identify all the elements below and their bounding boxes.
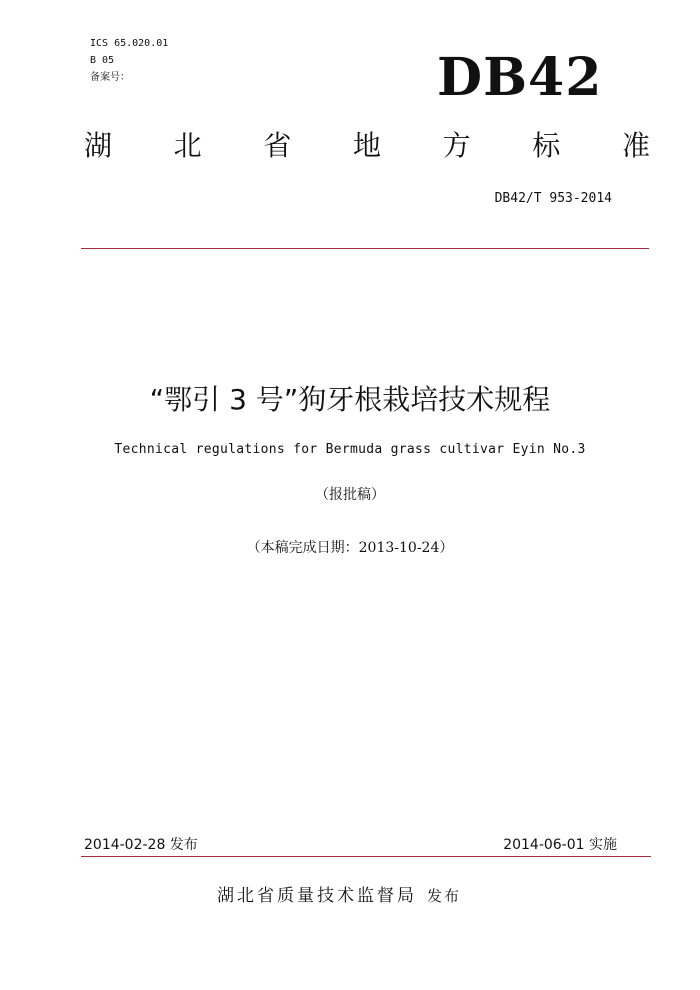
standard-code-logo: DB42	[437, 47, 603, 108]
footer-divider	[81, 856, 651, 857]
ccs-code: B 05	[90, 55, 115, 66]
document-title-zh: “鄂引 3 号”狗牙根栽培技术规程	[149, 383, 551, 416]
publish-date: 2014-02-28 发布	[84, 837, 198, 853]
header-divider	[81, 248, 649, 249]
standard-number: DB42/T 953-2014	[494, 191, 612, 206]
implement-date: 2014-06-01 实施	[503, 837, 617, 853]
standard-type-char: 方	[442, 129, 471, 162]
completion-date: （本稿完成日期：2013-10-24）	[246, 540, 454, 556]
draft-stage-label: （报批稿）	[315, 487, 385, 503]
document-title-en: Technical regulations for Bermuda grass cultivar Eyin No.3	[114, 442, 586, 457]
filing-number-label: 备案号：	[90, 72, 130, 83]
standard-type-char: 标	[532, 129, 561, 162]
issuer-name: 湖北省质量技术监督局	[217, 886, 417, 906]
issuer-suffix: 发布	[427, 887, 462, 905]
standard-type-char: 省	[263, 129, 292, 162]
standard-type-char: 湖	[84, 129, 113, 162]
ics-code: ICS 65.020.01	[90, 38, 169, 49]
issuer-line	[217, 884, 461, 908]
standard-type-heading	[84, 126, 650, 166]
standard-type-char: 地	[352, 129, 381, 162]
standard-type-char: 准	[621, 129, 650, 162]
standard-type-char: 北	[173, 129, 202, 162]
